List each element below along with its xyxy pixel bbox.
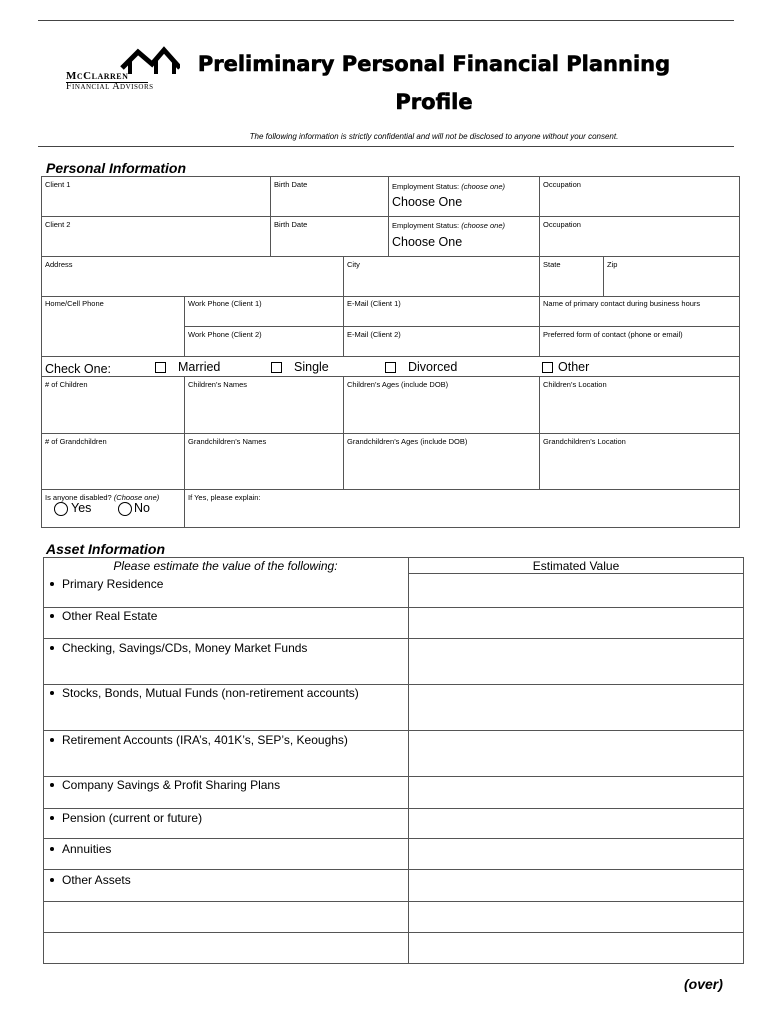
over-note: (over) [684, 976, 723, 992]
asset-item-label: Retirement Accounts (IRA’s, 401K’s, SEP’s, Keoughs) [62, 733, 348, 747]
client1-occupation-label: Occupation [543, 180, 581, 189]
col-divider [343, 256, 344, 296]
work-phone-1-label: Work Phone (Client 1) [188, 299, 262, 308]
asset-item-stocks-bonds [50, 686, 359, 700]
asset-item-company-savings [50, 778, 280, 792]
employment-status-text: Employment Status: [392, 221, 460, 230]
client1-birth-date-label: Birth Date [274, 180, 308, 189]
grandchildren-names-label: Grandchildren’s Names [188, 437, 267, 446]
no-radio[interactable] [118, 502, 132, 516]
form-title-line2: Profile [395, 90, 473, 114]
other-label: Other [558, 360, 590, 374]
asset-row-divider [408, 573, 744, 574]
asset-row-divider [43, 730, 744, 731]
single-checkbox[interactable] [271, 362, 282, 373]
asset-item-primary-residence [50, 577, 163, 591]
row-divider [41, 356, 740, 357]
header-rule [38, 146, 734, 147]
num-grandchildren-label: # of Grandchildren [45, 437, 107, 446]
confidentiality-note: The following information is strictly confidential and will not be disclosed to anyone without your consent. [249, 132, 619, 141]
asset-row-divider [43, 838, 744, 839]
asset-item-label: Checking, Savings/CDs, Money Market Funds [62, 641, 308, 655]
asset-item-other-assets [50, 873, 131, 887]
col-divider [270, 176, 271, 256]
asset-item-pension [50, 811, 202, 825]
city-label: City [347, 260, 360, 269]
col-divider [343, 376, 344, 489]
asset-item-label: Annuities [62, 842, 112, 856]
num-children-label: # of Children [45, 380, 88, 389]
client1-employment-select[interactable]: Choose One [392, 195, 463, 209]
bullet-icon [50, 878, 54, 882]
asset-section-title: Asset Information [46, 541, 166, 557]
asset-item-label: Other Assets [62, 873, 131, 887]
personal-section-title: Personal Information [46, 160, 187, 176]
no-label: No [134, 501, 150, 515]
grandchildren-ages-label: Grandchildren’s Ages (include DOB) [347, 437, 468, 446]
divorced-checkbox[interactable] [385, 362, 396, 373]
asset-item-annuities [50, 842, 111, 856]
asset-item-label: Primary Residence [62, 577, 164, 591]
asset-item-label: Pension (current or future) [62, 811, 203, 825]
row-divider [41, 256, 740, 257]
col-divider [184, 296, 185, 356]
asset-row-divider [43, 869, 744, 870]
top-rule [38, 20, 734, 21]
bullet-icon [50, 816, 54, 820]
logo-line2: Financial Advisors [66, 81, 154, 92]
divorced-label: Divorced [408, 360, 458, 374]
asset-row-divider [43, 607, 744, 608]
married-label: Married [178, 360, 221, 374]
single-label: Single [294, 360, 329, 374]
explain-label: If Yes, please explain: [188, 493, 261, 502]
bullet-icon [50, 847, 54, 851]
client2-label: Client 2 [45, 220, 71, 229]
form-title-line1: Preliminary Personal Financial Planning [197, 52, 671, 76]
asset-item-label: Other Real Estate [62, 609, 158, 623]
email-1-label: E-Mail (Client 1) [347, 299, 401, 308]
asset-col-right-header: Estimated Value [532, 559, 620, 573]
asset-item-checking-savings [50, 641, 307, 655]
asset-item-label: Company Savings & Profit Sharing Plans [62, 778, 281, 792]
state-label: State [543, 260, 561, 269]
zip-label: Zip [607, 260, 618, 269]
address-label: Address [45, 260, 73, 269]
client2-employment-label [392, 221, 505, 230]
children-ages-label: Children’s Ages (include DOB) [347, 380, 449, 389]
col-divider [539, 296, 540, 356]
bullet-icon [50, 614, 54, 618]
bullet-icon [50, 691, 54, 695]
col-divider [343, 296, 344, 356]
children-names-label: Children’s Names [188, 380, 248, 389]
asset-row-divider [43, 901, 744, 902]
row-divider [41, 489, 740, 490]
company-logo [64, 46, 180, 92]
choose-one-hint: (choose one) [461, 221, 505, 230]
asset-item-label: Stocks, Bonds, Mutual Funds (non-retirement accounts) [62, 686, 359, 700]
col-divider [539, 376, 540, 489]
primary-contact-label: Name of primary contact during business hours [543, 299, 701, 308]
asset-row-divider [43, 638, 744, 639]
bullet-icon [50, 783, 54, 787]
col-divider [539, 256, 540, 296]
children-location-label: Children’s Location [543, 380, 607, 389]
asset-item-other-real-estate [50, 609, 157, 623]
row-divider [41, 216, 740, 217]
col-divider [184, 376, 185, 528]
asset-row-divider [43, 808, 744, 809]
other-checkbox[interactable] [542, 362, 553, 373]
bullet-icon [50, 738, 54, 742]
yes-label: Yes [71, 501, 92, 515]
asset-row-divider [43, 684, 744, 685]
disabled-hint: (Choose one) [113, 493, 160, 502]
asset-item-retirement-accounts [50, 733, 348, 747]
home-cell-phone-label: Home/Cell Phone [45, 299, 104, 308]
employment-status-text: Employment Status: [392, 182, 460, 191]
bullet-icon [50, 582, 54, 586]
asset-col-divider [408, 557, 409, 964]
asset-col-left-header: Please estimate the value of the following: [113, 559, 338, 573]
asset-row-divider [43, 776, 744, 777]
grandchildren-location-label: Grandchildren’s Location [543, 437, 626, 446]
email-2-label: E-Mail (Client 2) [347, 330, 401, 339]
col-divider [388, 176, 389, 256]
row-divider [41, 376, 740, 377]
client2-employment-select[interactable]: Choose One [392, 235, 463, 249]
client2-occupation-label: Occupation [543, 220, 581, 229]
row-divider [184, 326, 740, 327]
col-divider [539, 176, 540, 256]
work-phone-2-label: Work Phone (Client 2) [188, 330, 262, 339]
client2-birth-date-label: Birth Date [274, 220, 308, 229]
row-divider [41, 433, 740, 434]
personal-info-grid [41, 176, 740, 528]
preferred-contact-label: Preferred form of contact (phone or email) [543, 330, 683, 339]
disabled-question-text: Is anyone disabled? [45, 493, 112, 502]
client1-employment-label [392, 182, 505, 191]
row-divider [41, 296, 740, 297]
bullet-icon [50, 646, 54, 650]
asset-row-divider [43, 932, 744, 933]
logo-line1: McClarren [66, 70, 148, 83]
col-divider [603, 256, 604, 296]
check-one-label: Check One: [45, 362, 112, 376]
client1-label: Client 1 [45, 180, 71, 189]
choose-one-hint: (choose one) [461, 182, 505, 191]
married-checkbox[interactable] [155, 362, 166, 373]
yes-radio[interactable] [54, 502, 68, 516]
